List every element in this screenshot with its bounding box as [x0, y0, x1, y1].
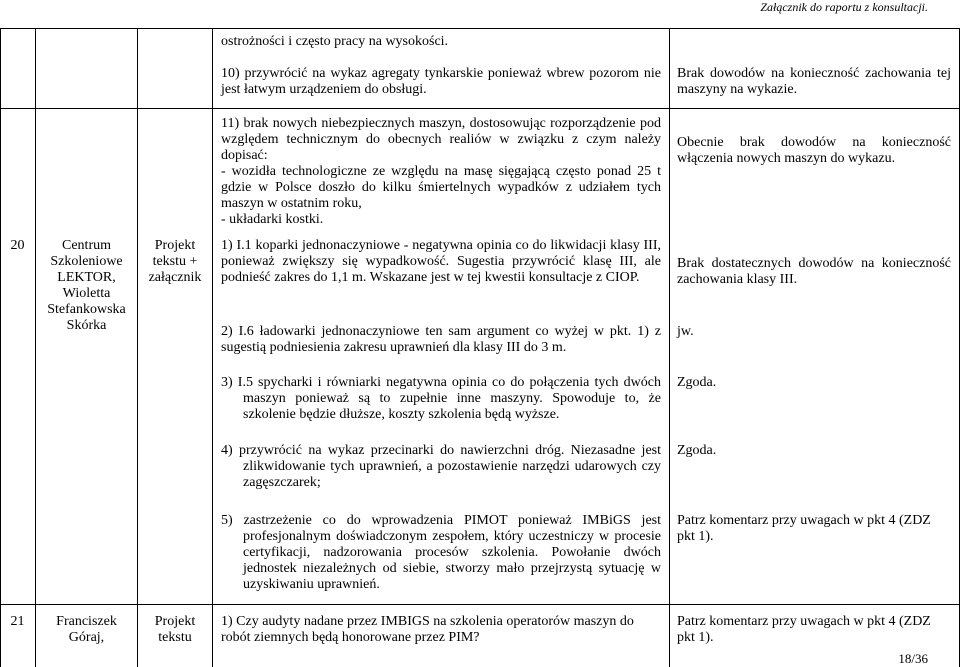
author-cell: Centrum Szkoleniowe LEKTOR, Wioletta Stefankowska Skórka: [47, 238, 126, 333]
type-cell: Projekt tekstu: [154, 614, 196, 645]
remark-text: 5) zastrzeżenie co do wprowadzenia PIMOT ponieważ IMBiGS jest profesjonalnym doświadczonym zespołem, który uczestniczy w procesie certyfikacji, nadzorowania procesów szkolenia. Powołanie dwóch jednostek niezależnych od siebie, stworzy mało przejrzystą sytuację w uzyskiwaniu uprawnień.: [221, 513, 661, 592]
response-text: Zgoda.: [677, 443, 717, 458]
remark-11: [221, 116, 661, 228]
remark-text: 4) przywrócić na wykaz przecinarki do nawierzchni dróg. Niezasadne jest zlikwidowanie tych uprawnień, a pozostawienie narzędzi udarowych czy zagęszczarek;: [221, 443, 661, 490]
remark-text: 10) przywrócić na wykaz agregaty tynkarskie ponieważ wbrew pozorom nie jest łatwym urządzeniem do obsługi.: [221, 66, 661, 97]
remark-text: 2) I.6 ładowarki jednonaczyniowe ten sam argument co wyżej w pkt. 1) z sugestią podniesienia zakresu uprawnień dla klasy III do 3 m.: [221, 324, 661, 355]
remark-text: - układarki kostki.: [221, 212, 324, 227]
response-text: Obecnie brak dowodów na konieczność włączenia nowych maszyn do wykazu.: [677, 135, 951, 166]
page-number: 18/36: [898, 651, 928, 666]
row-number: 20: [10, 238, 25, 253]
remark-text: 3) I.5 spycharki i równiarki negatywna opinia co do połączenia tych dwóch maszyn ponieważ są to zupełnie inne maszyny. Spowoduje to, że szkolenie będzie dłuższe, koszty szkolenia będą wyższe.: [221, 375, 661, 422]
response-text: Patrz komentarz przy uwagach w pkt 4 (ZDZ pkt 1).: [677, 614, 931, 645]
response-text: Brak dowodów na konieczność zachowania tej maszyny na wykazie.: [677, 66, 951, 97]
remark-text: 11) brak nowych niebezpiecznych maszyn, dostosowując rozporządzenie pod względem technicznym do obecnych realiów w związku z czym należy dopisać:: [221, 116, 661, 163]
author-cell: Franciszek Góraj,: [56, 614, 117, 645]
row-number: 21: [10, 614, 25, 629]
response-text: jw.: [677, 324, 694, 339]
running-head: Załącznik do raportu z konsultacji.: [760, 0, 928, 14]
response-text: Patrz komentarz przy uwagach w pkt 4 (ZDZ pkt 1).: [677, 513, 931, 544]
remark-text: ostrożności i często pracy na wysokości.: [221, 34, 449, 49]
type-cell: Projekt tekstu + załącznik: [148, 238, 202, 285]
remark-text: 1) I.1 koparki jednonaczyniowe - negatywna opinia co do likwidacji klasy III, ponieważ zwiększy się wypadkowość. Sugestia przywrócić klasę III, ale podnieść zakres do 1,1 m. Wskazane jest w tej kwestii konsultacje z CIOP.: [221, 238, 661, 285]
response-text: Zgoda.: [677, 375, 717, 390]
remark-text: - wozidła technologiczne ze względu na masę sięgającą często ponad 25 t gdzie w Polsce doszło do kilku śmiertelnych wypadków z udziałem tych maszyn w ostatnim roku,: [221, 164, 661, 211]
remark-text: 1) Czy audyty nadane przez IMBIGS na szkolenia operatorów maszyn do robót ziemnych będą honorowane przez PIM?: [221, 614, 634, 645]
response-text: Brak dostatecznych dowodów na konieczność zachowania klasy III.: [677, 256, 951, 287]
